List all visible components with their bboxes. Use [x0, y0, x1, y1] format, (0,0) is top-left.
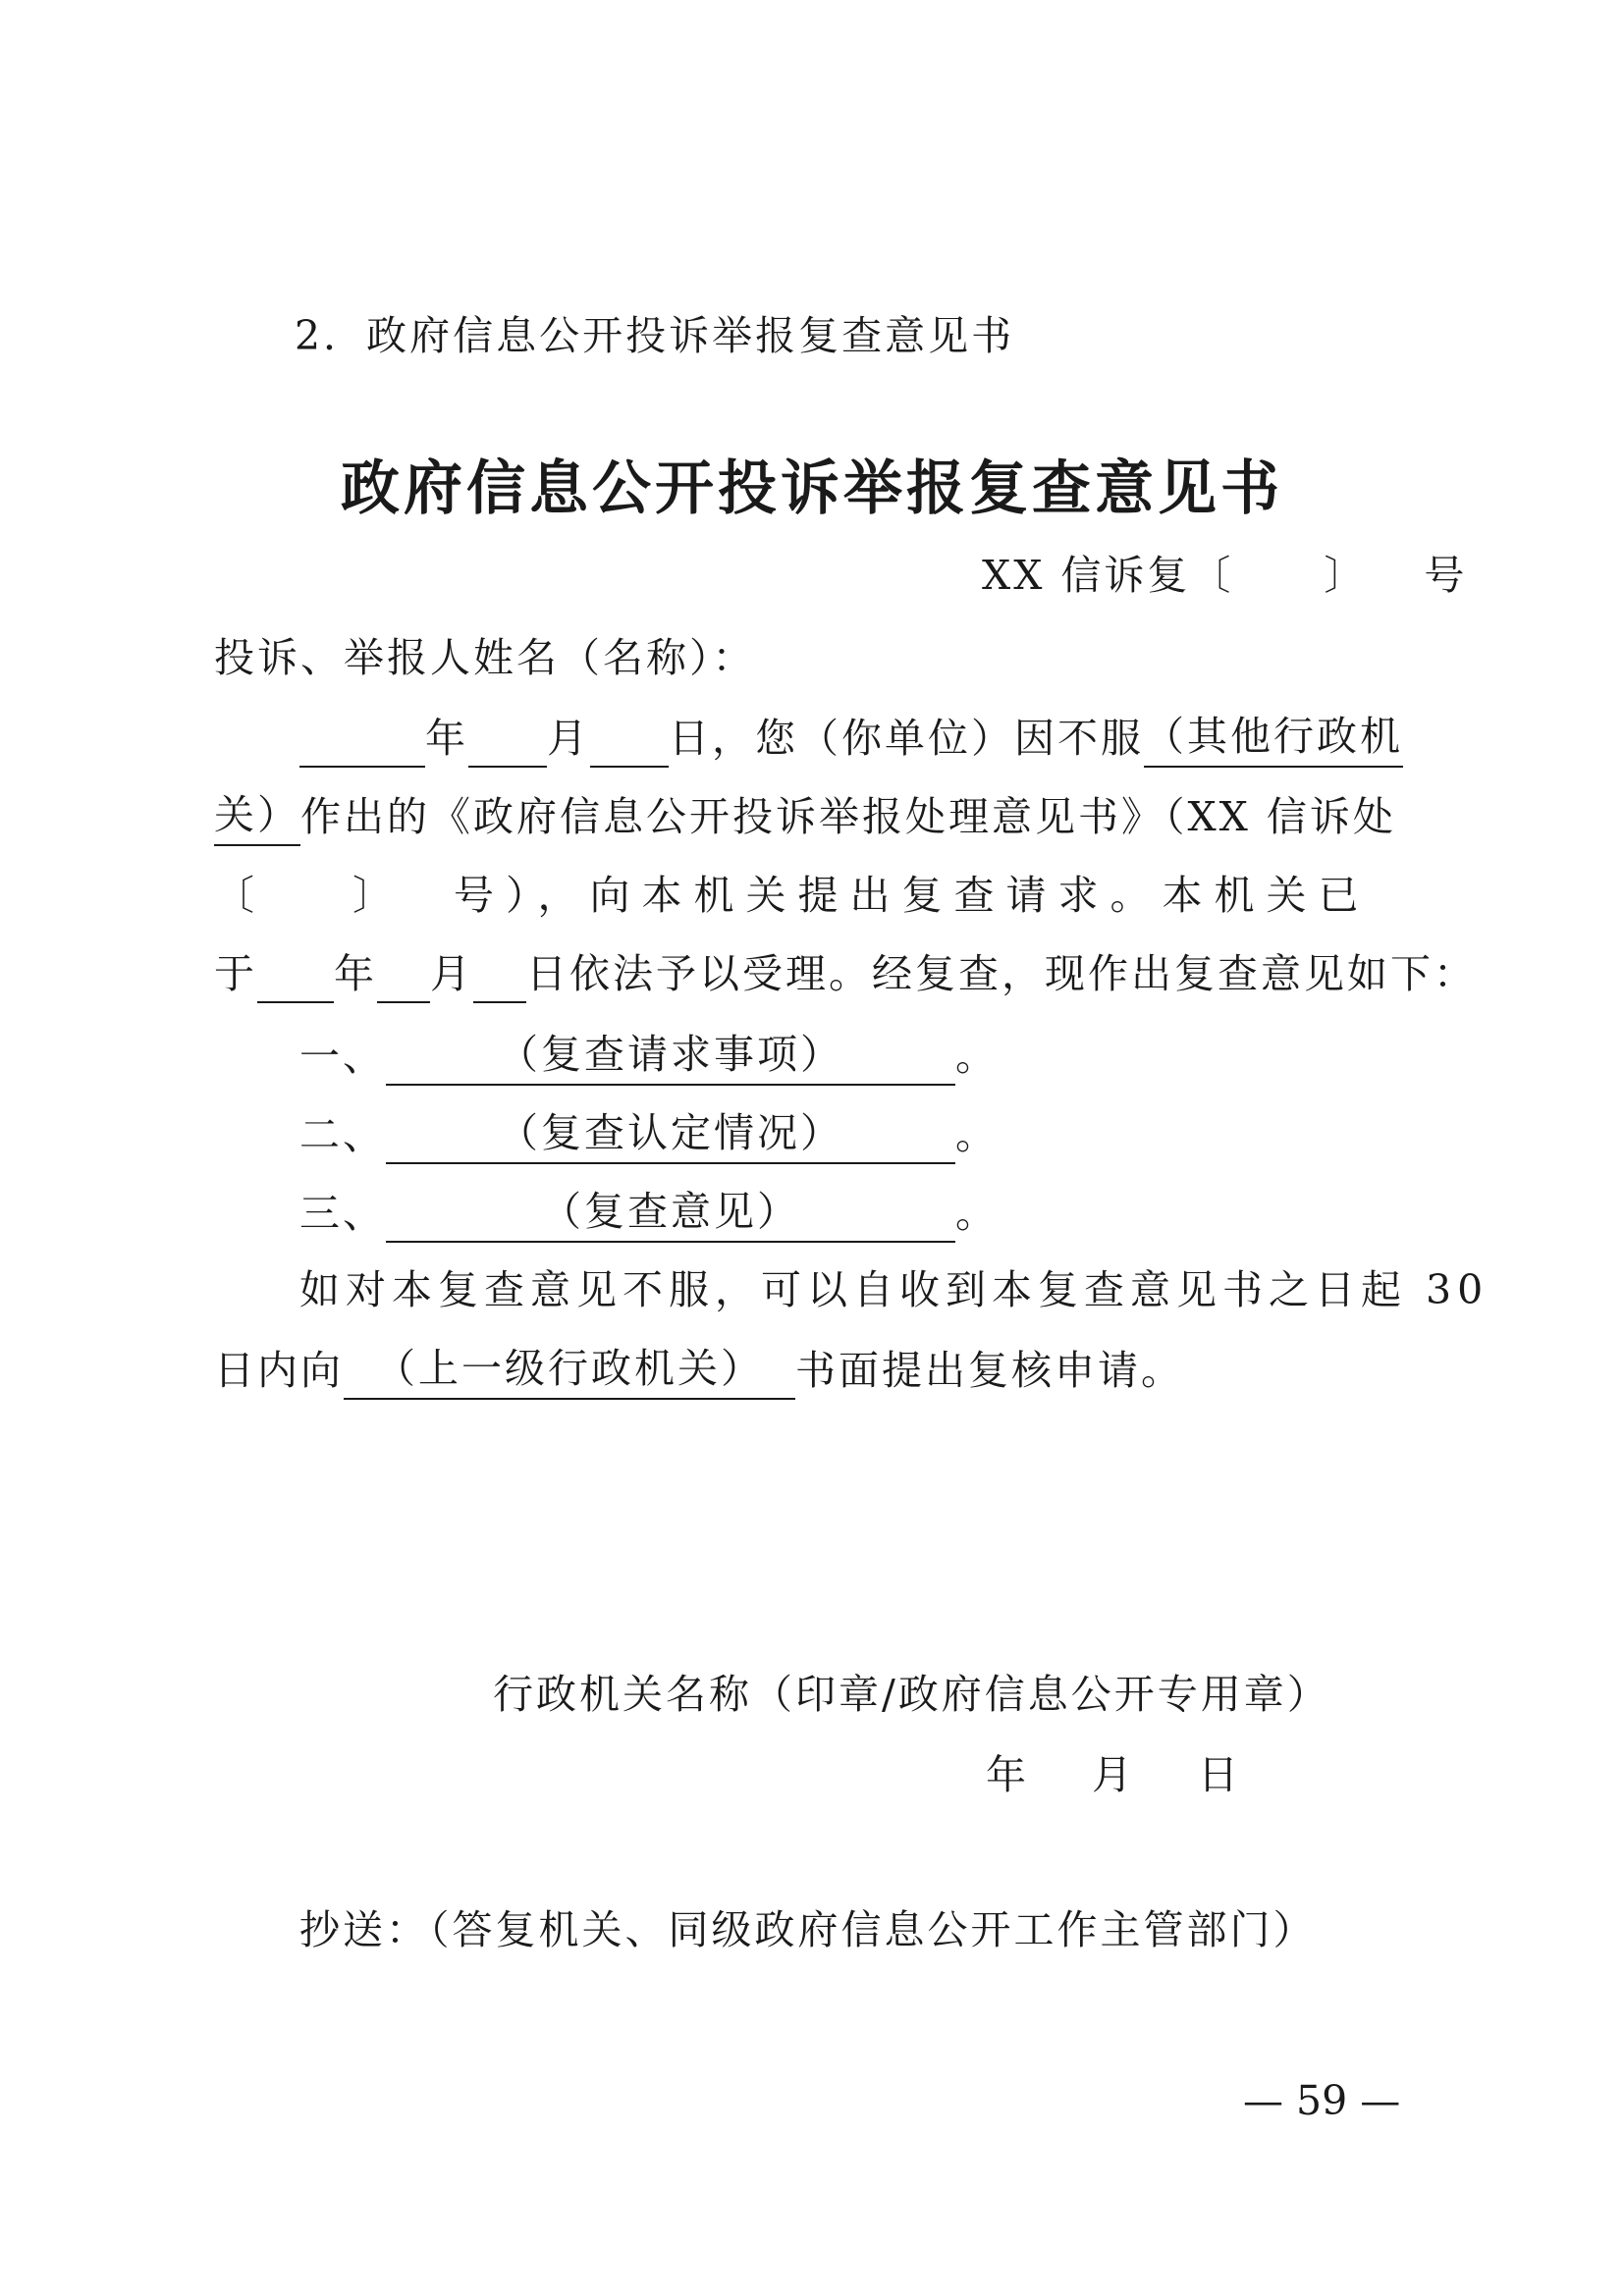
document-title: 政府信息公开投诉举报复查意见书	[341, 454, 1283, 523]
blank-month	[468, 719, 547, 768]
appeal-line-1: 如对本复查意见不服，可以自收到本复查意见书之日起 30	[299, 1266, 1489, 1313]
addressee-label: 投诉、举报人姓名（名称）：	[214, 634, 756, 681]
body-line-4	[214, 944, 1477, 1003]
blank-accept-year	[257, 954, 334, 1003]
opinion-item-3	[299, 1182, 999, 1243]
issuing-agency: 行政机关名称（印章/政府信息公开专用章）	[493, 1671, 1330, 1718]
doc-number-suffix: 号	[1424, 552, 1468, 599]
item-1-end: 。	[955, 1033, 999, 1080]
item-3-number: 三、	[299, 1190, 386, 1237]
body-line-1	[299, 707, 1403, 768]
item-2-number: 二、	[299, 1111, 386, 1158]
page-number: — 59 —	[1243, 2077, 1401, 2124]
year-label: 年	[425, 715, 468, 762]
appeal-line-2	[214, 1339, 1184, 1400]
day-label: 日	[669, 715, 712, 762]
accept-month-label: 月	[430, 950, 473, 997]
opinion-item-2	[299, 1103, 999, 1164]
other-agency-part-b: 关）	[214, 785, 300, 846]
section-label: 2．政府信息公开投诉举报复查意见书	[295, 312, 1015, 359]
item-1-text: （复查请求事项）	[386, 1025, 955, 1086]
blank-day	[590, 719, 669, 768]
blank-accept-day	[473, 954, 526, 1003]
doc-number-close: 〕	[1324, 552, 1368, 599]
doc-number-prefix: XX 信诉复〔	[982, 552, 1234, 599]
blank-accept-month	[377, 954, 430, 1003]
body-line-4-prefix: 于	[214, 950, 257, 997]
opinion-item-1	[299, 1025, 999, 1086]
ref-close-bracket: 〕	[352, 872, 405, 919]
issue-month: 月	[1092, 1751, 1135, 1798]
item-3-text: （复查意见）	[386, 1182, 955, 1243]
body-line-2	[214, 785, 1396, 846]
issue-date	[986, 1745, 1241, 1804]
appeal-prefix: 日内向	[214, 1347, 344, 1394]
issue-day: 日	[1198, 1751, 1241, 1798]
superior-agency: （上一级行政机关）	[344, 1339, 795, 1400]
other-agency-part-a: （其他行政机	[1144, 707, 1403, 768]
body-line-2-text: 作出的《政府信息公开投诉举报处理意见书》（XX 信诉处	[300, 793, 1396, 840]
item-2-text: （复查认定情况）	[386, 1103, 955, 1164]
body-line-3-text: 号），向本机关提出复查请求。本机关已	[454, 872, 1371, 919]
issue-year: 年	[986, 1751, 1029, 1798]
document-number	[982, 546, 1467, 605]
accept-year-label: 年	[334, 950, 377, 997]
ref-open-bracket: 〔	[214, 872, 266, 919]
item-3-end: 。	[955, 1190, 999, 1237]
item-2-end: 。	[955, 1111, 999, 1158]
month-label: 月	[547, 715, 590, 762]
body-line-1-text: ，您（你单位）因不服	[712, 715, 1144, 762]
body-line-3	[214, 866, 1371, 925]
appeal-tail: 书面提出复核申请。	[795, 1347, 1184, 1394]
blank-year	[299, 719, 425, 768]
item-1-number: 一、	[299, 1033, 386, 1080]
cc-line: 抄送：（答复机关、同级政府信息公开工作主管部门）	[299, 1906, 1317, 1953]
body-line-4-text: 日依法予以受理。经复查，现作出复查意见如下：	[526, 950, 1477, 997]
